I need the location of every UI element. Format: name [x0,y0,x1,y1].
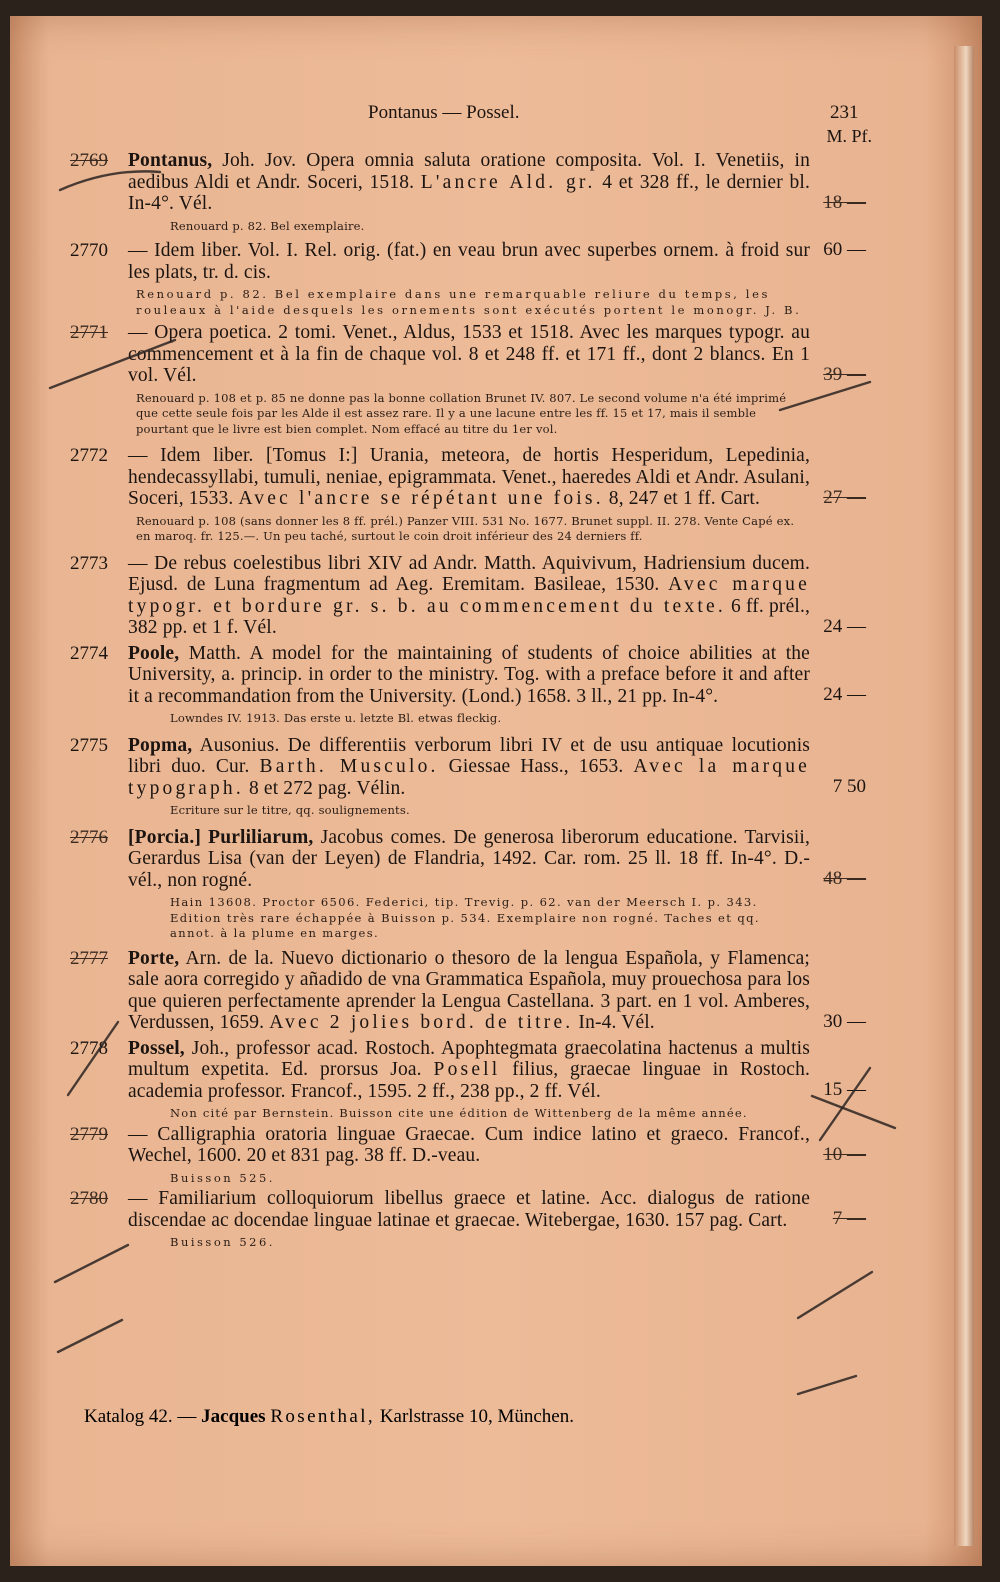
entry-text [128,827,810,892]
running-head [70,84,880,124]
catalog-entry [70,322,880,387]
price: 30 — [823,1010,866,1032]
price: 7 — [832,1208,866,1229]
entry-description: — Idem liber. [Tomus I:] Urania, meteora, de hortis Hesperidum, Lepedinia, hendecassyllabi, tumuli, neniae, epigrammata. Venet., haeredes Aldi et Andr. Asulani, Soceri, 1533. [128,445,810,509]
price: 10 — [823,1143,866,1165]
entry-description: Arn. de la. Nuevo dictionario o thesoro de la lengua Española, y Flamenca; sale aora corregido y añadido de vna Grammatica Española, muy prouechosa para los que quieren perfectamente aprender la Lengua Castellana. 3 part. en 1 vol. Amberes, Verdussen, 1659. [128,947,810,1033]
lot-number: 2774 [70,642,108,664]
entry-description: Matth. A model for the maintaining of students of choice abilities at the University, a. princip. in order to the ministry. Tog. with a preface before it and after it a recommandation from the University. (Lond.) 1658. 3 ll., 21 pp. In-4°. [128,642,810,707]
entry-collation: 8, 247 et 1 ff. Cart. [608,488,760,509]
bibliographic-note: Renouard p. 82. Bel exemplaire. [170,218,365,233]
lot-number: 2773 [70,552,108,574]
entry-collation: filius, graecae linguae in Rostoch. academia professor. Francof., 1595. 2 ff., 238 pp., 2 ff. Vél. [128,1059,810,1102]
author-name: Possel, [128,1037,185,1059]
page-number: 231 [830,102,859,123]
currency-header: M. Pf. [826,126,872,146]
entry-text [128,445,810,510]
catalog-content [70,84,880,1251]
entry-text [128,553,810,639]
spaced-text: Avec marque typogr. et bordure gr. s. b. au commencement du texte. [128,574,810,617]
bibliographic-note: Buisson 525. [170,1170,275,1185]
entry-text: — Idem liber. Vol. I. Rel. orig. (fat.) en veau brun avec superbes ornem. à froid sur les plats, tr. d. cis. [128,240,810,283]
entry-imprint: Giessae Hass., 1653. [448,756,624,777]
entry-text: — Opera poetica. 2 tomi. Venet., Aldus, 1533 et 1518. Avec les marques typogr. au commencement et à la fin de chaque vol. 8 et 248 ff. et 171 ff., dont 2 blancs. En 1 vol. Vél. [128,322,810,386]
bibliographic-note: Buisson 526. [170,1235,275,1249]
catalog-entry [70,553,880,639]
spaced-text: Posell [433,1059,501,1080]
price: 24 — [823,615,866,637]
lot-number: 2778 [70,1037,108,1059]
lot-number: 2771 [70,322,108,343]
bibliographic-note: Hain 13608. Proctor 6506. Federici, tip. Trevig. p. 62. van der Meersch I. p. 343. Edition très rare échappée à Buisson p. 534. Exemplaire non rogné. Taches et qq. annot. à la plume en marges. [170,895,760,940]
lot-number: 2770 [70,240,108,261]
catalog-entry [70,1038,880,1103]
spaced-text: Avec 2 jolies bord. de titre. [269,1012,574,1033]
catalog-entry [70,1188,880,1231]
lot-number: 2776 [70,826,108,848]
entry-collation: 8 et 272 pag. Vélin. [248,777,406,799]
author-name: [Porcia.] Purliliarum, [128,826,314,848]
entry-text [128,948,810,1034]
catalog-entry [70,735,880,800]
spaced-text: Barth. Musculo. [259,756,439,777]
price: 18 — [823,191,866,213]
lot-number: 2769 [70,150,108,171]
bibliographic-note: Renouard p. 108 (sans donner les 8 ff. prél.) Panzer VIII. 531 No. 1677. Brunet suppl. II. 278. Vente Capé ex. en maroq. fr. 125.—. Un peu taché, surtout le coin droit inférieur des 24 derniers ff. [136,513,795,543]
catalog-entry [70,445,880,510]
entry-description: Ausonius. De differentiis verborum libri IV et de usu antiquae locutionis libri duo. Cur. [128,734,811,777]
entry-text [128,1038,810,1103]
author-name: Poole, [128,642,180,664]
price: 15 — [823,1079,866,1100]
catalog-number: Katalog 42. — [84,1406,197,1427]
entry-text: — Familiarium colloquiorum libellus graece et latine. Acc. dialogus de ratione discendae ac docendae linguae latinae et graecae. Witebergae, 1630. 157 pag. Cart. [128,1188,810,1231]
page-edge [954,46,974,1546]
bibliographic-note: Non cité par Bernstein. Buisson cite une édition de Wittenberg de la même année. [170,1106,748,1120]
catalog-entry [70,948,880,1034]
price: 24 — [823,684,866,705]
author-name: Porte, [128,947,180,969]
spaced-text: L'ancre Ald. gr. [420,171,596,193]
running-title: Pontanus — Possel. [368,102,520,123]
bibliographic-note: Lowndes IV. 1913. Das erste u. letzte Bl. etwas fleckig. [170,711,502,725]
bibliographic-note: Renouard p. 82. Bel exemplaire dans une remarquable reliure du temps, les rouleaux à l'aide desquels les ornements sont exécutés portent le monogr. J. B. [136,287,802,317]
price: 7 50 [832,776,866,797]
entry-description: Joh. Jov. Opera omnia saluta oratione composita. Vol. I. Venetiis, in aedibus Aldi et Andr. Soceri, 1518. [128,150,810,193]
bibliographic-note: Renouard p. 108 et p. 85 ne donne pas la bonne collation Brunet IV. 807. Le second volume n'a été imprimé que cette seule fois par les Alde il est assez rare. Il y a une lacune entre les ff. 15 et 17, mais il semble pourtant que le livre est bien complet. Nom effacé au titre du 1er vol. [136,390,787,436]
spaced-text: Avec l'ancre se répétant une fois. [238,488,604,509]
lot-number: 2780 [70,1188,108,1209]
entry-description: Jacobus comes. De generosa liberorum educatione. Tarvisii, Gerardus Lisa (van der Leyen) de Flandria, 1492. Car. rom. 25 ll. 18 ff. In-4°. D.-vél., non rogné. [128,826,811,891]
author-name: Pontanus, [128,150,213,171]
price: 27 — [823,486,866,508]
catalog-entry [70,1124,880,1167]
entry-text: — Calligraphia oratoria linguae Graecae. Cum indice latino et graeco. Francof., Wechel, 1600. 20 et 831 pag. 38 ff. D.-veau. [128,1123,810,1166]
spaced-text: Avec la marque typograph. [128,756,811,799]
entry-collation: 6 ff. prél., 382 pp. et 1 f. Vél. [128,595,810,638]
catalog-entry [70,240,880,283]
entry-description: — De rebus coelestibus libri XIV ad Andr. Matth. Aquivivum, Hadriensium ducem. Ejusd. de Luna fragmentum ad Aeg. Eremitam. Basileae, 1530. [128,552,810,595]
lot-number: 2777 [70,947,108,969]
entry-text [128,643,810,708]
entry-collation: 4 et 328 ff., le dernier bl. In-4°. Vél. [128,171,810,214]
catalog-entry [70,643,880,708]
publisher-surname: Rosenthal, [270,1406,376,1427]
lot-number: 2779 [70,1123,108,1145]
bibliographic-note: Ecriture sur le titre, qq. soulignements. [170,803,410,817]
price: 39 — [823,363,866,385]
price: 48 — [823,868,866,889]
lot-number: 2775 [70,734,108,756]
catalog-entry [70,827,880,892]
publisher-name: Jacques [201,1406,266,1427]
catalog-footer [84,1406,784,1428]
entry-description: Joh., professor acad. Rostoch. Apophtegmata graecolatina hactenus a multis multum expetita. Ed. prorsus Joa. [128,1037,810,1080]
price: 60 — [823,239,866,260]
publisher-address: Karlstrasse 10, München. [379,1406,574,1427]
author-name: Popma, [128,734,193,756]
lot-number: 2772 [70,445,108,466]
entry-collation: In-4. Vél. [578,1012,655,1033]
entry-text [128,735,810,800]
catalog-entry [70,150,880,215]
entry-text [128,150,810,215]
